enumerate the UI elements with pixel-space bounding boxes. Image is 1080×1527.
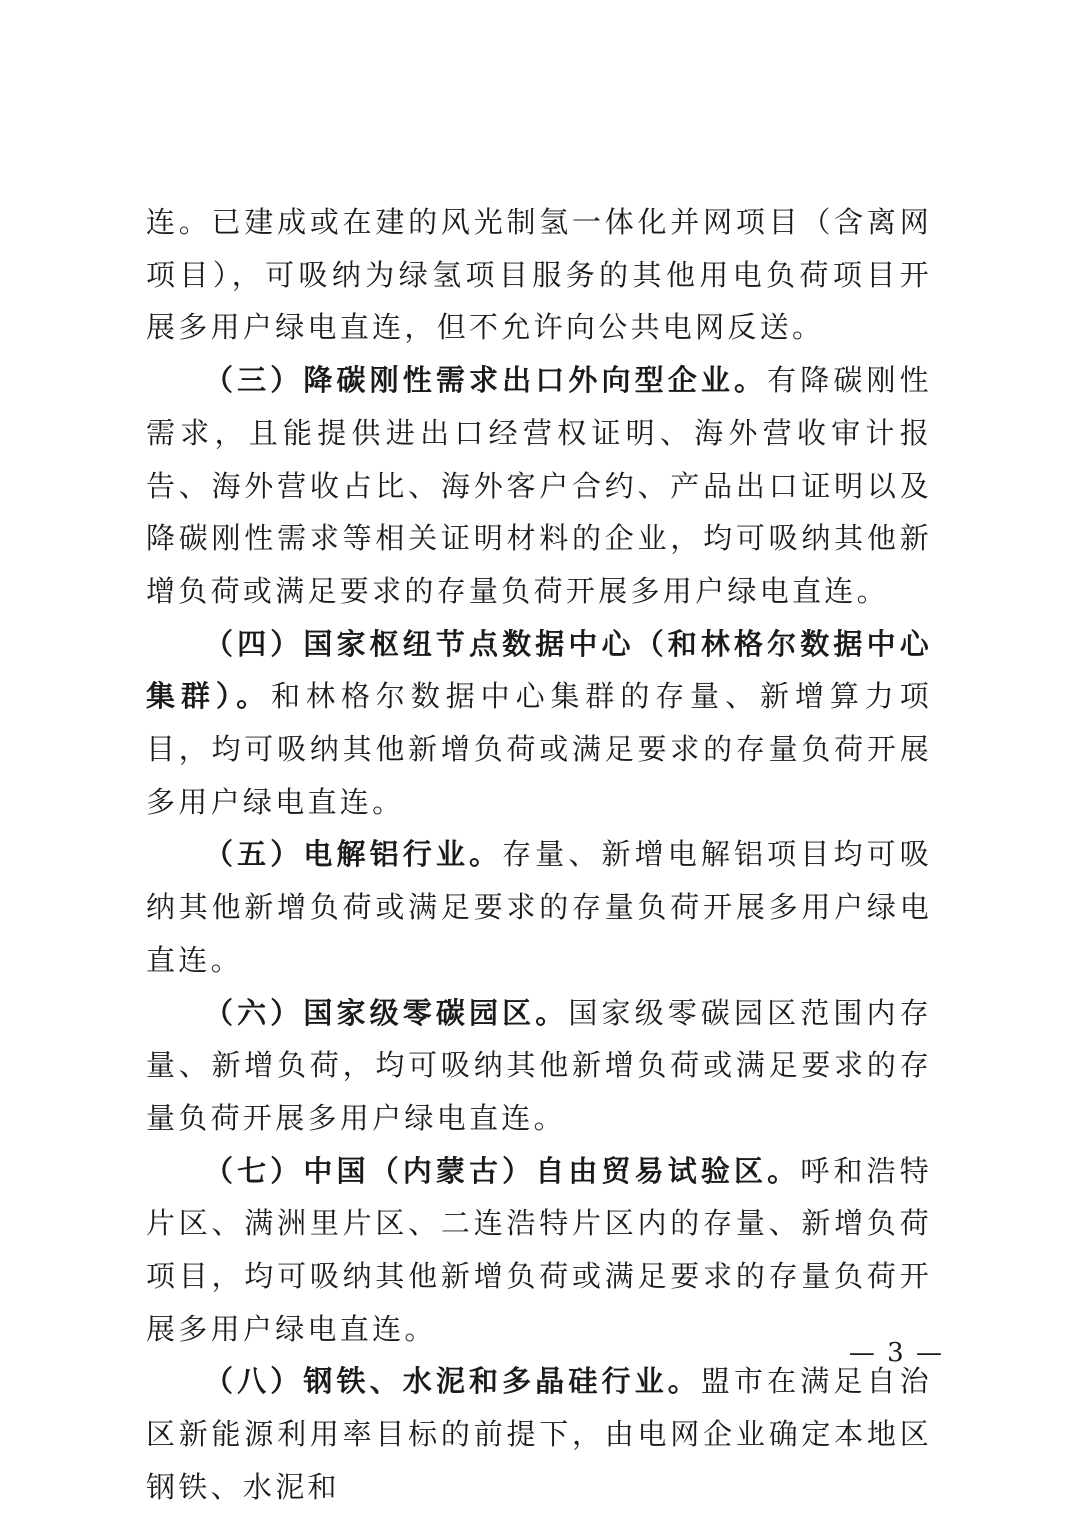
section-heading: （八）钢铁、水泥和多晶硅行业。 [204,1364,701,1399]
paragraph-section-8 [146,1355,932,1513]
paragraph-text: 和林格尔数据中心集群的存量、新增算力项目，均可吸纳其他新增负荷或满足要求的存量负荷开展多用户绿电直连。 [146,679,932,819]
paragraph-text: 国家级零碳园区范围内存量、新增负荷，均可吸纳其他新增负荷或满足要求的存量负荷开展多用户绿电直连。 [146,995,932,1135]
paragraph-section-3 [146,354,932,618]
page-number: — 3 — [848,1338,944,1368]
section-heading: （五）电解铝行业。 [204,837,503,872]
body-text [146,196,932,1514]
paragraph-continuation [146,196,932,354]
paragraph-text: 盟市在满足自治区新能源利用率目标的前提下，由电网企业确定本地区钢铁、水泥和 [146,1364,932,1504]
paragraph-section-6 [146,987,932,1145]
paragraph-text: 有降碳刚性需求，且能提供进出口经营权证明、海外营收审计报告、海外营收占比、海外客户合约、产品出口证明以及降碳刚性需求等相关证明材料的企业，均可吸纳其他新增负荷或满足要求的存量负荷开展多用户绿电直连。 [146,363,932,608]
section-heading: （三）降碳刚性需求出口外向型企业。 [204,363,768,398]
paragraph-text: 呼和浩特片区、满洲里片区、二连浩特片区内的存量、新增负荷项目，均可吸纳其他新增负荷或满足要求的存量负荷开展多用户绿电直连。 [146,1153,932,1346]
paragraph-section-5 [146,828,932,986]
paragraph-text: 存量、新增电解铝项目均可吸纳其他新增负荷或满足要求的存量负荷开展多用户绿电直连。 [146,837,932,977]
paragraph-text: 连。已建成或在建的风光制氢一体化并网项目（含离网项目），可吸纳为绿氢项目服务的其他用电负荷项目开展多用户绿电直连，但不允许向公共电网反送。 [146,205,932,345]
paragraph-section-7 [146,1145,932,1356]
section-heading: （四）国家枢纽节点数据中心（和林格尔数据中心集群）。 [146,626,932,714]
section-heading: （六）国家级零碳园区。 [204,995,569,1030]
paragraph-section-4 [146,618,932,829]
section-heading: （七）中国（内蒙古）自由贸易试验区。 [204,1153,801,1188]
